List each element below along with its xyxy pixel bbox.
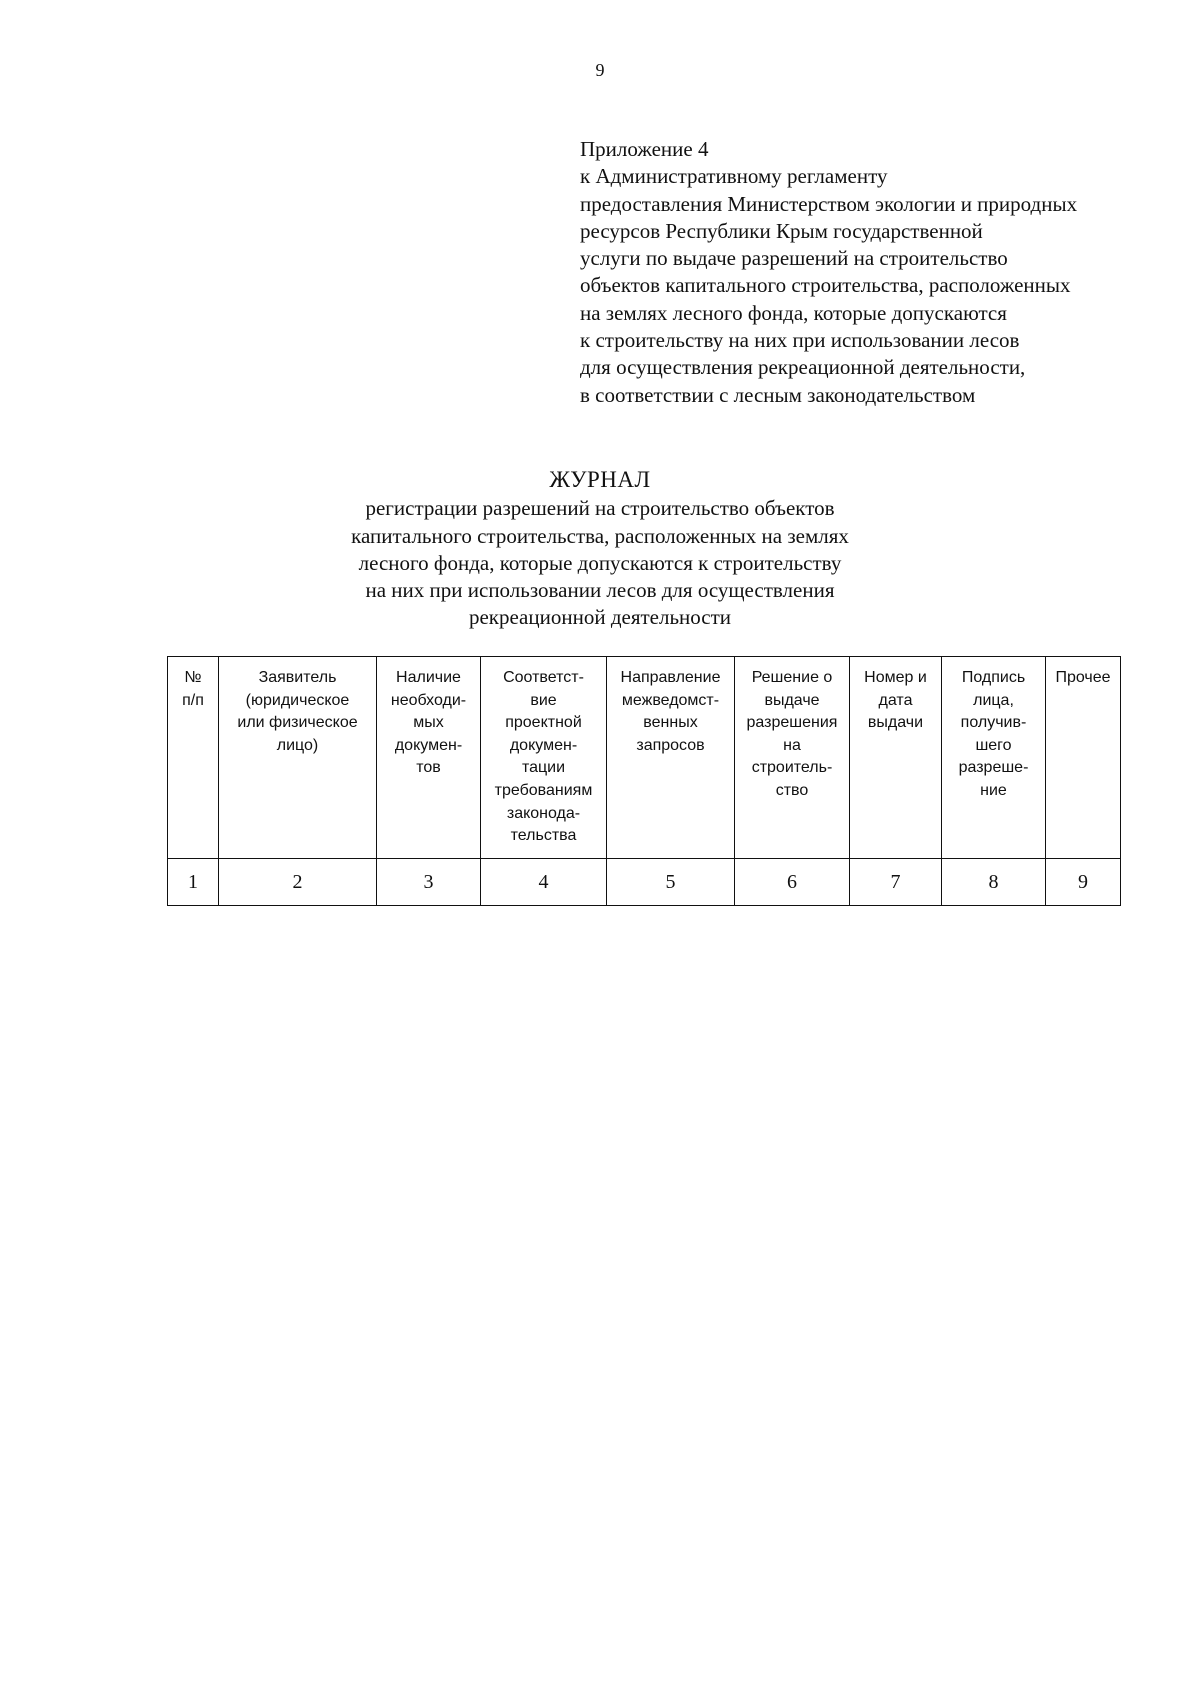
column-number-cell: 8 (942, 859, 1046, 906)
header-text: выдачи (867, 714, 924, 732)
header-text: п/п (182, 691, 204, 709)
header-text: Наличие (396, 669, 461, 686)
header-text: тельства (510, 827, 577, 845)
appendix-line: предоставления Министерством экологии и природных (580, 191, 1078, 216)
journal-table (167, 656, 1121, 906)
column-number-cell: 2 (219, 859, 377, 906)
journal-title: ЖУРНАЛ (549, 467, 651, 492)
header-text: (юридическое (245, 691, 350, 709)
header-cell-decision (735, 657, 850, 859)
appendix-line: к Административному регламенту (580, 164, 888, 189)
header-text: проектной (505, 714, 582, 732)
header-text: мых (413, 714, 444, 732)
header-text: Соответст- (503, 669, 584, 686)
column-number-cell: 7 (850, 859, 942, 906)
appendix-line: услуги по выдаче разрешений на строительство (580, 246, 1008, 271)
column-number-cell: 9 (1046, 859, 1121, 906)
header-text: строитель- (751, 759, 833, 777)
header-text: вие (530, 691, 557, 709)
header-cell-requests (607, 657, 735, 859)
header-text: венных (643, 714, 698, 732)
header-text: шего (975, 736, 1012, 754)
header-text: докумен- (509, 736, 578, 754)
header-text: запросов (636, 736, 705, 754)
header-text: или физическое (237, 714, 358, 732)
journal-subtitle-line: рекреационной деятельности (468, 605, 732, 630)
appendix-line: в соответствии с лесным законодательством (580, 382, 976, 407)
journal-subtitle-line: лесного фонда, которые допускаются к строительству (358, 550, 842, 575)
table-row (168, 859, 1121, 906)
header-text: Решение о (751, 669, 833, 686)
header-cell-issue-number-date (850, 657, 942, 859)
header-cell-signature (942, 657, 1046, 859)
appendix-line: для осуществления рекреационной деятельности, (580, 355, 1026, 380)
appendix-line: на землях лесного фонда, которые допускаются (580, 300, 1007, 325)
appendix-line: объектов капитального строительства, расположенных (580, 273, 1071, 298)
header-text: межведомст- (621, 691, 720, 709)
header-cell-compliance (481, 657, 607, 859)
header-text: лица, (973, 691, 1014, 709)
header-text: Заявитель (258, 669, 337, 686)
column-number-cell: 1 (168, 859, 219, 906)
header-text: ство (775, 781, 809, 799)
column-number-cell: 5 (607, 859, 735, 906)
header-text: разреше- (958, 759, 1029, 777)
header-text: Направление (620, 669, 721, 686)
header-text: Номер и (864, 669, 927, 686)
appendix-line: ресурсов Республики Крым государственной (580, 218, 983, 243)
column-number-cell: 3 (377, 859, 481, 906)
header-text: разрешения (746, 714, 838, 732)
header-text: требованиям (494, 781, 593, 799)
header-cell-documents (377, 657, 481, 859)
header-text: Подпись (961, 669, 1026, 686)
table-header-row (168, 657, 1121, 859)
journal-subtitle-line: на них при использовании лесов для осуществления (365, 578, 835, 603)
header-text: Прочее (1055, 669, 1111, 686)
appendix-line: Приложение 4 (580, 137, 709, 161)
appendix-line: к строительству на них при использовании лесов (580, 328, 1020, 353)
appendix-block (580, 136, 1180, 409)
journal-title-block (300, 466, 900, 632)
header-text: ние (980, 781, 1007, 799)
header-cell-number (168, 657, 219, 859)
header-text: дата (878, 691, 913, 709)
header-text: выдаче (764, 691, 820, 709)
column-number-cell: 6 (735, 859, 850, 906)
header-text: получив- (960, 714, 1027, 732)
column-number-cell: 4 (481, 859, 607, 906)
journal-subtitle-line: регистрации разрешений на строительство объектов (365, 496, 835, 521)
header-text: тов (416, 759, 441, 777)
header-text: законода- (506, 804, 581, 822)
header-cell-other (1046, 657, 1121, 859)
header-text: на (783, 736, 801, 754)
header-text: лицо) (276, 736, 319, 754)
page-number: 9 (595, 60, 605, 80)
journal-subtitle-line: капитального строительства, расположенных на землях (351, 523, 849, 548)
header-text: тации (521, 759, 566, 777)
header-text: докумен- (394, 736, 463, 754)
header-text: № (184, 669, 202, 686)
header-cell-applicant (219, 657, 377, 859)
header-text: необходи- (390, 691, 467, 709)
